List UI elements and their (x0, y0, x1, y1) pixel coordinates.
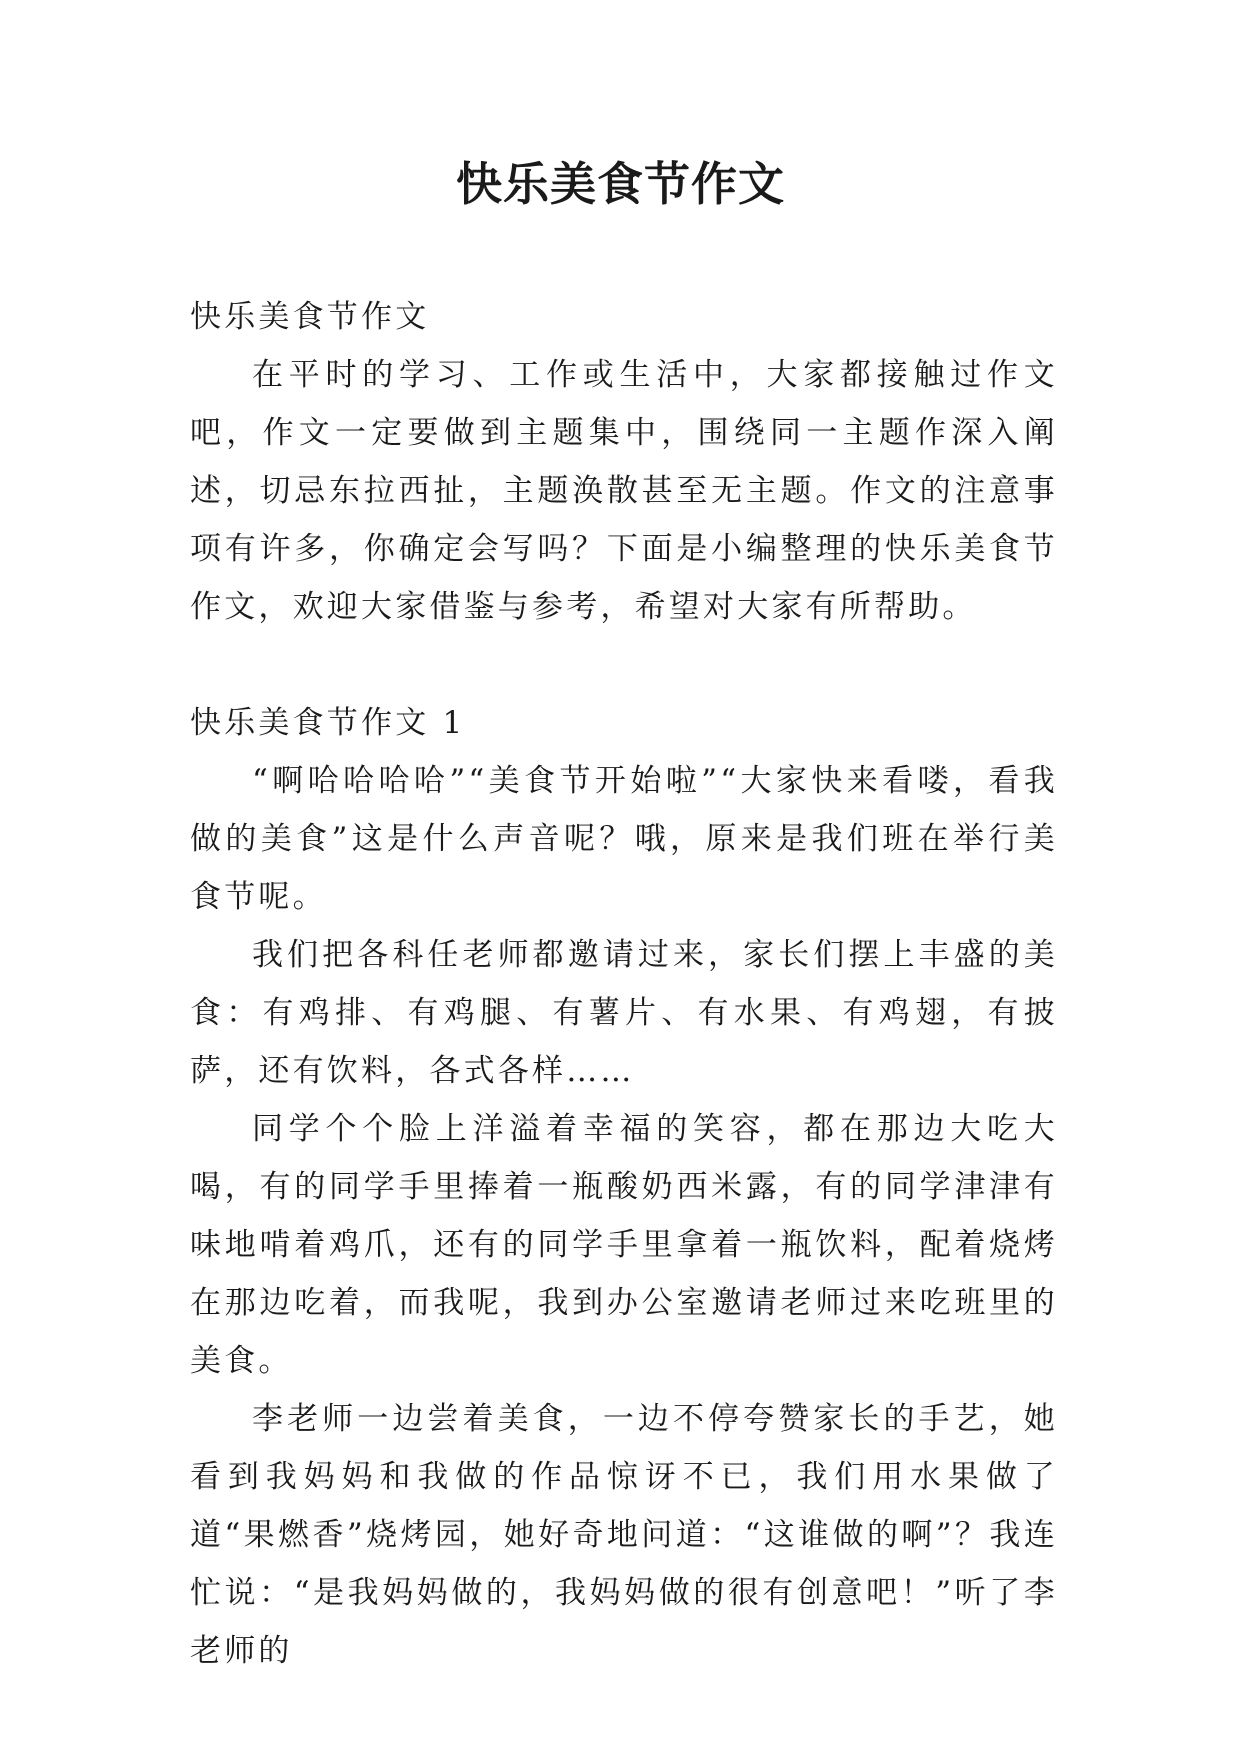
section-spacer (190, 636, 1058, 694)
essay-heading: 快乐美食节作文 1 (190, 705, 466, 741)
essay-paragraph: “啊哈哈哈哈”“美食节开始啦”“大家快来看喽，看我做的美食”这是什么声音呢？哦，原来是我们班在举行美食节呢。 (190, 763, 1058, 915)
document-body (190, 288, 1058, 1680)
essay-paragraph: 李老师一边尝着美食，一边不停夸赞家长的手艺，她看到我妈妈和我做的作品惊讶不已，我们用水果做了道“果燃香”烧烤园，她好奇地问道：“这谁做的啊”？我连忙说：“是我妈妈做的，我妈妈做的很有创意吧！”听了李老师的 (190, 1401, 1058, 1669)
document-title: 快乐美食节作文 (456, 157, 785, 211)
essay-paragraph: 同学个个脸上洋溢着幸福的笑容，都在那边大吃大喝，有的同学手里捧着一瓶酸奶西米露，有的同学津津有味地啃着鸡爪，还有的同学手里拿着一瓶饮料，配着烧烤在那边吃着，而我呢，我到办公室邀请老师过来吃班里的美食。 (190, 1111, 1058, 1379)
intro-paragraph: 在平时的学习、工作或生活中，大家都接触过作文吧，作文一定要做到主题集中，围绕同一主题作深入阐述，切忌东拉西扯，主题涣散甚至无主题。作文的注意事项有许多，你确定会写吗？下面是小编整理的快乐美食节作文，欢迎大家借鉴与参考，希望对大家有所帮助。 (190, 357, 1058, 625)
intro-heading: 快乐美食节作文 (190, 299, 430, 335)
essay-paragraph: 我们把各科任老师都邀请过来，家长们摆上丰盛的美食：有鸡排、有鸡腿、有薯片、有水果、有鸡翅，有披萨，还有饮料，各式各样…… (190, 937, 1058, 1089)
